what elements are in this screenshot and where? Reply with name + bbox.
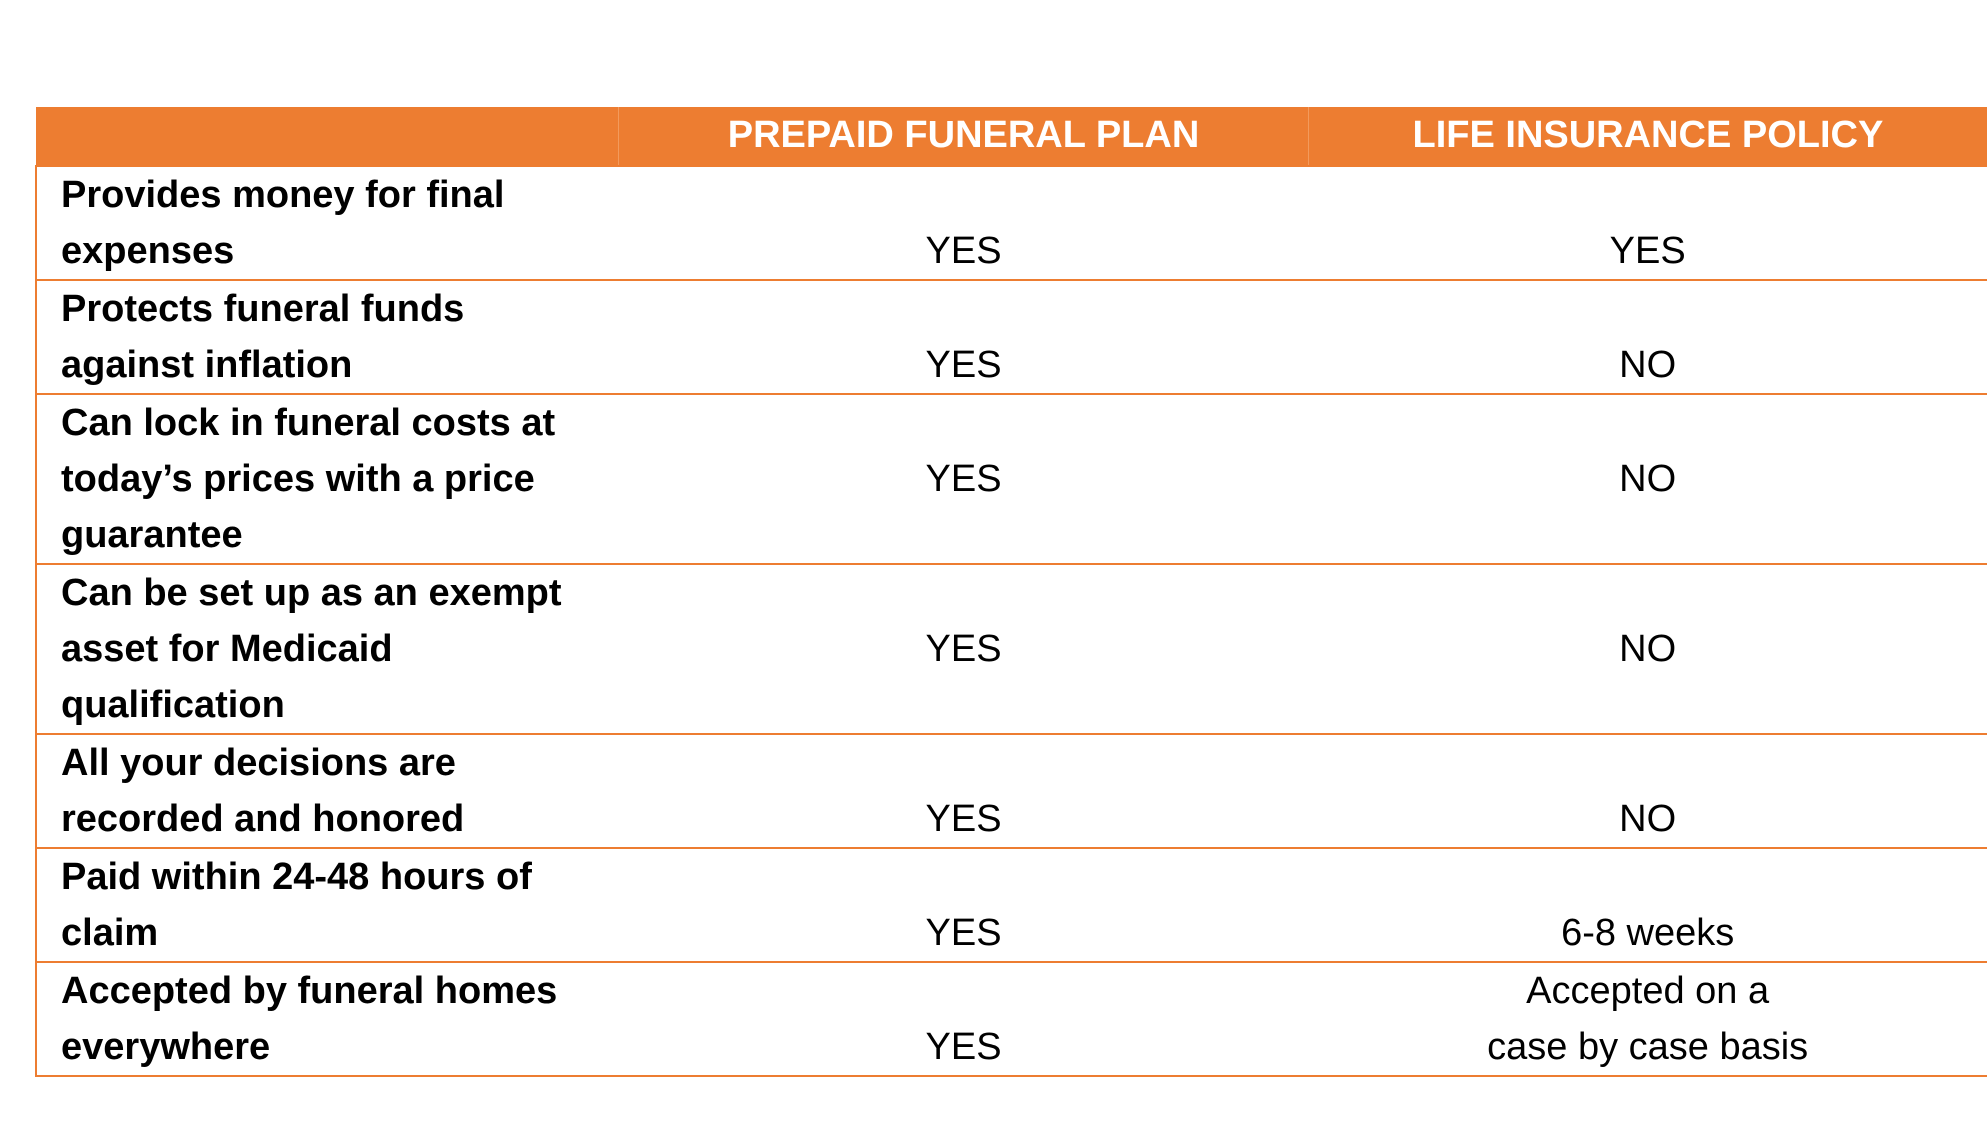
feature-cell (36, 564, 619, 734)
header-feature-cell (36, 107, 619, 166)
feature-line: today’s prices with a price (61, 458, 535, 500)
feature-line: against inflation (61, 344, 353, 386)
feature-line: asset for Medicaid (61, 628, 393, 670)
feature-cell (36, 962, 619, 1076)
feature-line: recorded and honored (61, 798, 465, 840)
feature-cell (36, 280, 619, 394)
table-row (36, 394, 1987, 564)
prepaid-value: YES (619, 962, 1309, 1076)
feature-cell (36, 734, 619, 848)
prepaid-value: YES (619, 280, 1309, 394)
feature-line: expenses (61, 230, 235, 272)
feature-cell (36, 848, 619, 962)
feature-line: Protects funeral funds (61, 288, 465, 330)
life-value-line: NO (1619, 798, 1677, 840)
life-value-line: NO (1619, 628, 1677, 670)
comparison-table-container (35, 107, 1987, 1077)
feature-line: guarantee (61, 514, 243, 556)
table-row (36, 280, 1987, 394)
feature-line: Can be set up as an exempt (61, 572, 562, 614)
feature-line: Accepted by funeral homes (61, 970, 558, 1012)
life-value-line: 6-8 weeks (1561, 912, 1735, 954)
prepaid-value: YES (619, 394, 1309, 564)
table-body (36, 166, 1987, 1076)
table-row (36, 848, 1987, 962)
feature-cell (36, 166, 619, 280)
feature-line: qualification (61, 684, 285, 726)
comparison-table (35, 107, 1987, 1077)
feature-line: Paid within 24-48 hours of (61, 856, 532, 898)
life-value-line: Accepted on a (1526, 970, 1770, 1012)
table-row (36, 166, 1987, 280)
life-value (1308, 166, 1987, 280)
feature-line: claim (61, 912, 159, 954)
prepaid-value: YES (619, 166, 1309, 280)
life-value (1308, 962, 1987, 1076)
table-header (36, 107, 1987, 166)
prepaid-value: YES (619, 564, 1309, 734)
feature-line: Can lock in funeral costs at (61, 402, 556, 444)
life-value (1308, 394, 1987, 564)
feature-line: All your decisions are (61, 742, 456, 784)
life-value (1308, 734, 1987, 848)
header-life-insurance-policy: LIFE INSURANCE POLICY (1308, 107, 1987, 166)
life-value (1308, 848, 1987, 962)
feature-line: everywhere (61, 1026, 271, 1068)
life-value-line: NO (1619, 458, 1677, 500)
header-prepaid-funeral-plan: PREPAID FUNERAL PLAN (619, 107, 1309, 166)
life-value-line: case by case basis (1487, 1026, 1809, 1068)
table-row (36, 564, 1987, 734)
feature-cell (36, 394, 619, 564)
prepaid-value: YES (619, 848, 1309, 962)
life-value-line: NO (1619, 344, 1677, 386)
header-row (36, 107, 1987, 166)
life-value-line: YES (1609, 230, 1686, 272)
life-value (1308, 564, 1987, 734)
prepaid-value: YES (619, 734, 1309, 848)
life-value (1308, 280, 1987, 394)
table-row (36, 962, 1987, 1076)
feature-line: Provides money for final (61, 174, 505, 216)
table-row (36, 734, 1987, 848)
